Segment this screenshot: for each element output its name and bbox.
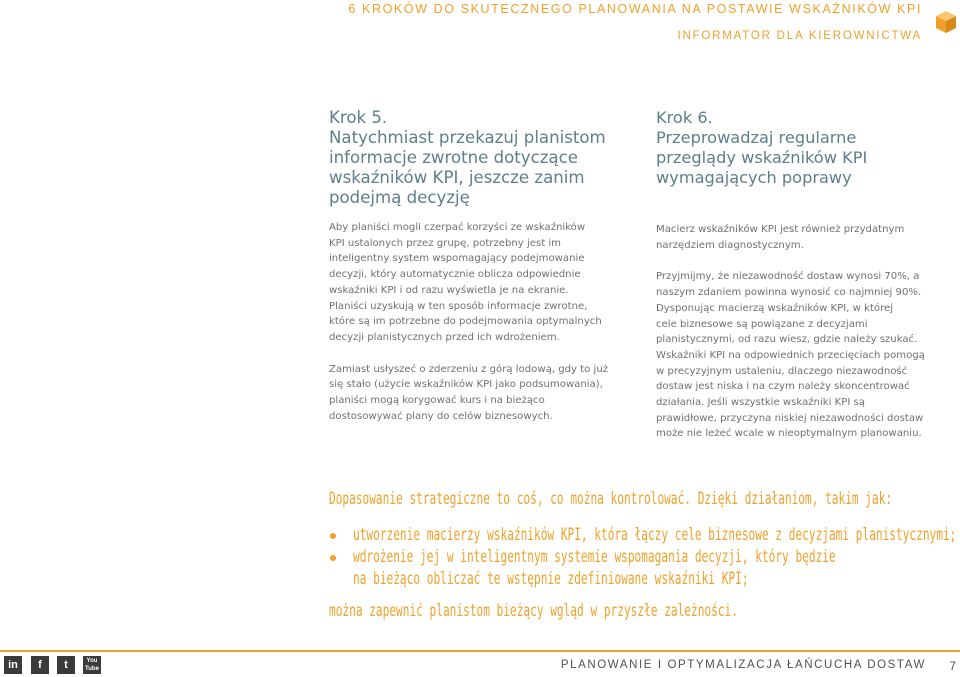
text-line: prawidłowe, przyczyna niskiej niezawodności dostaw	[656, 412, 924, 424]
list-item	[329, 546, 949, 590]
heading-line: Natychmiast przekazuj planistom	[329, 128, 606, 147]
text-line: cele biznesowe są powiązane z decyzjami	[656, 318, 868, 330]
text-line: Planiści uzyskują w ten sposób informacje zwrotne,	[329, 300, 588, 312]
cube-icon	[935, 10, 957, 34]
bullet-text: wdrożenie jej w inteligentnym systemie wspomagania decyzji, który będzie	[353, 547, 836, 567]
text-line: Zamiast usłyszeć o zderzeniu z górą lodową, gdy to już	[329, 363, 609, 375]
text-line: Przyjmijmy, że niezawodność dostaw wynosi 70%, a	[656, 271, 920, 283]
bullet-text: na bieżąco obliczać te wstępnie zdefiniowane wskaźniki KPI;	[353, 569, 749, 589]
text-line: decyzji, który automatycznie oblicza odpowiednie	[329, 269, 581, 281]
heading-line: Przeprowadzaj regularne	[656, 128, 857, 147]
heading-line: Krok 6.	[656, 108, 713, 127]
text-line: które są im potrzebne do podejmowania optymalnych	[329, 316, 602, 328]
text-line: Aby planiści mogli czerpać korzyści ze wskaźników	[329, 222, 586, 233]
step5-column	[329, 108, 629, 424]
step6-paragraph-3	[656, 301, 952, 348]
text-line: planiści mogą korygować kurs i na bieżąco	[329, 395, 545, 407]
step6-paragraph-1	[656, 222, 952, 253]
text-line: działania. Jeśli wszystkie wskaźniki KPI są	[656, 397, 865, 409]
footer-divider	[0, 650, 960, 652]
text-line: narzędziem diagnostycznym.	[656, 239, 804, 251]
page-number: 7	[949, 659, 956, 673]
step6-heading	[656, 108, 952, 188]
summary-bullet-list	[329, 524, 957, 590]
step5-heading	[329, 108, 629, 208]
text-line: może nie leżeć wcale w nieoptymalnym planowaniu.	[656, 428, 922, 440]
footer-section-title: PLANOWANIE I OPTYMALIZACJA ŁAŃCUCHA DOSTAW	[560, 659, 926, 671]
text-line: Dysponując macierzą wskaźników KPI, w której	[656, 302, 894, 314]
text-line: Wskaźniki KPI na odpowiednich przecięciach pomogą	[656, 349, 925, 361]
step6-paragraph-4	[656, 348, 952, 442]
heading-line: podejmą decyzję	[329, 188, 470, 207]
step5-paragraph-2	[329, 299, 629, 346]
summary-conclusion: można zapewnić planistom bieżący wgląd w przyszłe zależności.	[329, 601, 738, 621]
list-item	[329, 524, 957, 546]
text-line: inteligentny system wspomagający podejmowanie	[329, 253, 585, 265]
text-line: planistycznymi, od razu wiesz, gdzie należy szukać.	[656, 334, 918, 346]
step6-paragraph-2	[656, 269, 952, 300]
step6-column	[656, 108, 952, 442]
heading-line: informacje zwrotne dotyczące	[329, 148, 578, 167]
bullet-text: utworzenie macierzy wskaźników KPI, która łączy cele biznesowe z decyzjami planistycznymi;	[353, 525, 957, 545]
text-line: wskaźniki KPI i od razu wyświetla je na ekranie.	[329, 284, 569, 296]
text-line: dostaw jest niska i na czym należy skoncentrować	[656, 381, 910, 393]
text-line: decyzji planistycznych przed ich wdrożeniem.	[329, 331, 560, 343]
linkedin-icon[interactable]: in	[4, 656, 22, 674]
text-line: Macierz wskaźników KPI jest również przydatnym	[656, 224, 905, 235]
step5-paragraph-1	[329, 220, 629, 299]
text-line: się stało (użycie wskaźników KPI jako podsumowania),	[329, 379, 603, 391]
summary-block	[329, 488, 957, 622]
twitter-icon[interactable]: t	[57, 656, 75, 674]
summary-intro: Dopasowanie strategiczne to coś, co można kontrolować. Dzięki działaniom, takim jak:	[329, 489, 893, 509]
heading-line: wskaźników KPI, jeszcze zanim	[329, 168, 585, 187]
text-line: naszym zdaniem powinna wynosić co najmniej 90%.	[656, 287, 922, 299]
heading-line: przeglądy wskaźników KPI	[656, 148, 868, 167]
text-line: w precyzyjnym ustaleniu, dlaczego niezawodność	[656, 365, 908, 377]
document-title: 6 KROKÓW DO SKUTECZNEGO PLANOWANIA NA POSTAWIE WSKAŹNIKÓW KPI	[348, 2, 922, 16]
document-subtitle: INFORMATOR DLA KIEROWNICTWA	[677, 30, 922, 42]
text-line: dostosowywać plany do celów biznesowych.	[329, 410, 553, 422]
heading-line: Krok 5.	[329, 108, 388, 127]
facebook-icon[interactable]: f	[31, 656, 49, 674]
text-line: KPI ustalonych przez grupę, potrzebny jest im	[329, 237, 562, 249]
step5-paragraph-3	[329, 362, 629, 425]
youtube-icon[interactable]: You Tube	[83, 656, 101, 674]
heading-line: wymagających poprawy	[656, 168, 852, 187]
